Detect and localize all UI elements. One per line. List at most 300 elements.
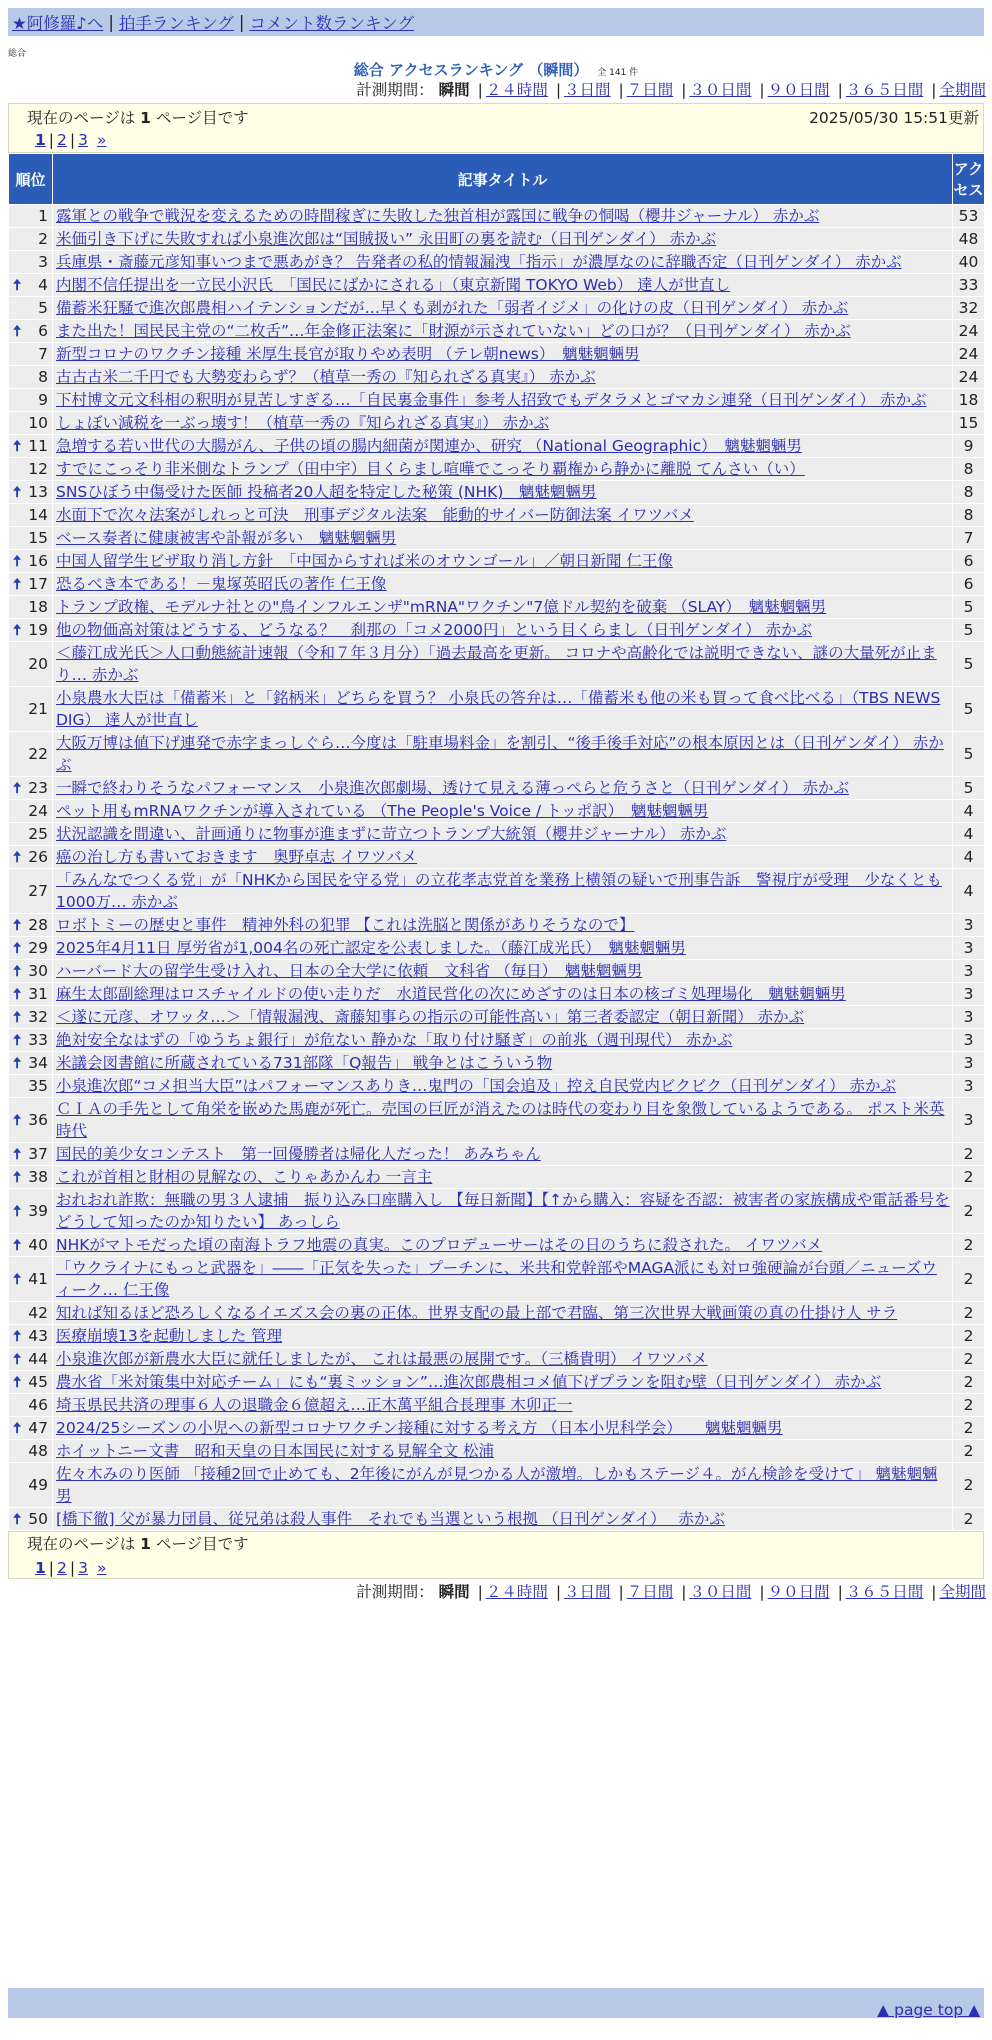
- period-link-30d[interactable]: ３０日間: [689, 1583, 752, 1601]
- article-link[interactable]: 2025年4月11日 厚労省が1,004名の死亡認定を公表しました。（藤江成光氏） 魑魅魍魎男: [56, 939, 686, 957]
- article-link[interactable]: これが首相と財相の見解なの、こりゃあかんわ 一言主: [56, 1168, 433, 1186]
- page-title: 総合 アクセスランキング （瞬間）: [353, 61, 589, 79]
- rank-number: 9: [38, 391, 48, 409]
- article-link[interactable]: 中国人留学生ビザ取り消し方針 「中国からすれば米のオウンゴール」／朝日新聞 仁王像: [56, 552, 673, 570]
- table-row: [9, 274, 985, 297]
- article-link[interactable]: しょぼい減税を一ぶっ壊す！（植草一秀の『知られざる真実』） 赤かぶ: [56, 414, 550, 432]
- updated-timestamp: 2025/05/30 15:51更新: [809, 109, 979, 127]
- rank-cell: [9, 800, 53, 823]
- period-selector-bottom: 計測期間： 瞬間 | ２４時間 | ３日間 | ７日間 | ３０日間 | ９０日間 | ３６５日間 | 全期間: [356, 1583, 986, 1601]
- access-count: 4: [953, 846, 985, 869]
- table-row: [9, 1371, 985, 1394]
- table-row: [9, 1143, 985, 1166]
- article-link[interactable]: 内閣不信任提出を一立民小沢氏 「国民にばかにされる」（東京新聞 TOKYO Web） 達人が世直し: [56, 276, 731, 294]
- table-row: [9, 343, 985, 366]
- page-link-1[interactable]: 1: [35, 1559, 46, 1577]
- table-row: [9, 1029, 985, 1052]
- title-cell: [53, 1325, 953, 1348]
- access-count: 2: [953, 1302, 985, 1325]
- rank-number: 50: [28, 1510, 48, 1528]
- access-count: 24: [953, 320, 985, 343]
- rank-up-arrow-icon: 🠅: [13, 848, 22, 866]
- rank-up-arrow-icon: 🠅: [13, 1031, 22, 1049]
- table-row: [9, 389, 985, 412]
- rank-cell: [9, 732, 53, 777]
- rank-cell: [9, 527, 53, 550]
- table-row: [9, 1257, 985, 1302]
- table-row: [9, 1463, 985, 1508]
- title-cell: [53, 320, 953, 343]
- rank-number: 24: [28, 802, 48, 820]
- article-link[interactable]: 兵庫県・斎藤元彦知事いつまで悪あがき？ 告発者の私的情報漏洩「指示」が濃厚なのに辞職否定（日刊ゲンダイ） 赤かぶ: [56, 253, 902, 271]
- table-row: [9, 481, 985, 504]
- table-row: [9, 550, 985, 573]
- rank-number: 21: [28, 700, 48, 718]
- ranking-body: [9, 205, 985, 1531]
- article-link[interactable]: 知れば知るほど恐ろしくなるイエズス会の裏の正体。世界支配の最上部で君臨、第三次世界大戦画策の真の仕掛け人 サラ: [56, 1304, 898, 1322]
- title-cell: [53, 1508, 953, 1531]
- rank-cell: [9, 504, 53, 527]
- table-row: [9, 687, 985, 732]
- rank-cell: [9, 1166, 53, 1189]
- table-row: [9, 1052, 985, 1075]
- top-nav-bar: [8, 8, 984, 36]
- article-link[interactable]: ＜藤江成光氏＞人口動態統計速報（令和７年３月分）「過去最高を更新。 コロナや高齢化では説明できない、謎の大量死が止まり… 赤かぶ: [56, 644, 937, 684]
- access-count: 4: [953, 869, 985, 914]
- next-page-link[interactable]: »: [96, 131, 107, 149]
- access-count: 2: [953, 1325, 985, 1348]
- article-link[interactable]: 小泉農水大臣は「備蓄米」と「銘柄米」どちらを買う？ 小泉氏の答弁は…「備蓄米も他の米も買って食べ比べる」（TBS NEWS DIG） 達人が世直し: [56, 689, 941, 729]
- article-link[interactable]: 小泉進次郎“コメ担当大臣”はパフォーマンスありき…鬼門の「国会追及」控え自民党内ビクビク（日刊ゲンダイ） 赤かぶ: [56, 1077, 897, 1095]
- title-cell: [53, 481, 953, 504]
- access-count: 5: [953, 619, 985, 642]
- period-link-24h[interactable]: ２４時間: [485, 1583, 548, 1601]
- article-link[interactable]: ペット用もmRNAワクチンが導入されている （The People's Voice / トッポ訳） 魑魅魍魎男: [56, 802, 709, 820]
- title-cell: [53, 823, 953, 846]
- rank-up-arrow-icon: 🠅: [13, 483, 22, 501]
- rank-up-arrow-icon: 🠅: [13, 322, 22, 340]
- rank-number: 49: [28, 1476, 48, 1494]
- period-link-3d[interactable]: ３日間: [564, 81, 611, 99]
- title-cell: [53, 1234, 953, 1257]
- rank-cell: [9, 274, 53, 297]
- title-cell: [53, 846, 953, 869]
- table-row: [9, 823, 985, 846]
- article-link[interactable]: 2024/25シーズンの小児への新型コロナワクチン接種に対する考え方 （日本小児科学会） 魑魅魍魎男: [56, 1419, 783, 1437]
- rank-cell: [9, 1006, 53, 1029]
- article-link[interactable]: すでにこっそり非米側なトランプ（田中宇）目くらまし喧嘩でこっそり覇権から静かに離脱 てんさい（い）: [56, 460, 805, 478]
- rank-up-arrow-icon: 🠅: [13, 1145, 22, 1163]
- table-row: [9, 1508, 985, 1531]
- rank-number: 10: [28, 414, 48, 432]
- clap-ranking-link[interactable]: 拍手ランキング: [118, 14, 234, 33]
- rank-up-arrow-icon: 🠅: [13, 1419, 22, 1437]
- rank-up-arrow-icon: 🠅: [13, 779, 22, 797]
- rank-cell: [9, 846, 53, 869]
- rank-up-arrow-icon: 🠅: [13, 916, 22, 934]
- table-row: [9, 1417, 985, 1440]
- rank-up-arrow-icon: 🠅: [13, 1054, 22, 1072]
- rank-up-arrow-icon: 🠅: [13, 1350, 22, 1368]
- nav-separator: |: [108, 12, 114, 32]
- article-link[interactable]: 新型コロナのワクチン接種 米厚生長官が取りやめ表明 （テレ朝news） 魑魅魍魎男: [56, 345, 640, 363]
- rank-number: 7: [38, 345, 48, 363]
- rank-number: 25: [28, 825, 48, 843]
- rank-cell: [9, 1143, 53, 1166]
- access-count: 53: [953, 205, 985, 228]
- rank-number: 46: [28, 1396, 48, 1414]
- rank-number: 11: [28, 437, 48, 455]
- rank-number: 4: [38, 276, 48, 294]
- title-cell: [53, 228, 953, 251]
- table-row: [9, 800, 985, 823]
- title-cell: [53, 1463, 953, 1508]
- access-count: 15: [953, 412, 985, 435]
- title-cell: [53, 1302, 953, 1325]
- rank-up-arrow-icon: 🠅: [13, 276, 22, 294]
- article-link[interactable]: 佐々木みのり医師 「接種2回で止めても、2年後にがんが見つかる人が激増。しかもステージ４。がん検診を受けて」 魑魅魍魎男: [56, 1465, 938, 1505]
- article-link[interactable]: 絶対安全なはずの「ゆうちょ銀行」が危ない 静かな「取り付け騒ぎ」の前兆（週刊現代） 赤かぶ: [56, 1031, 733, 1049]
- table-row: [9, 846, 985, 869]
- comment-ranking-link[interactable]: コメント数ランキング: [249, 14, 414, 33]
- rank-number: 5: [38, 299, 48, 317]
- rank-cell: [9, 1302, 53, 1325]
- rank-up-arrow-icon: 🠅: [13, 1202, 22, 1220]
- period-link-all[interactable]: 全期間: [939, 1583, 986, 1601]
- rank-cell: [9, 1189, 53, 1234]
- table-row: [9, 1440, 985, 1463]
- access-count: 5: [953, 732, 985, 777]
- rank-number: 31: [28, 985, 48, 1003]
- period-current: 瞬間: [438, 81, 470, 99]
- rank-cell: [9, 619, 53, 642]
- rank-up-arrow-icon: 🠅: [13, 962, 22, 980]
- table-row: [9, 869, 985, 914]
- title-cell: [53, 1371, 953, 1394]
- access-count: 3: [953, 1029, 985, 1052]
- rank-up-arrow-icon: 🠅: [13, 1373, 22, 1391]
- rank-cell: [9, 596, 53, 619]
- access-count: 2: [953, 1508, 985, 1531]
- access-count: 2: [953, 1440, 985, 1463]
- article-link[interactable]: 麻生太郎副総理はロスチャイルドの使い走りだ 水道民営化の次にめざすのは日本の核ゴミ処理場化 魑魅魍魎男: [56, 985, 846, 1003]
- article-link[interactable]: 国民的美少女コンテスト 第一回優勝者は帰化人だった！ あみちゃん: [56, 1145, 541, 1163]
- rank-cell: [9, 1029, 53, 1052]
- page-link-3[interactable]: 3: [78, 1559, 89, 1577]
- article-link[interactable]: 「みんなでつくる党」が「NHKから国民を守る党」の立花孝志党首を業務上横領の疑いで刑事告訴 警視庁が受理 少なくとも1000万… 赤かぶ: [56, 871, 942, 911]
- article-link[interactable]: 癌の治し方も書いておきます 奥野卓志 イワツバメ: [56, 848, 418, 866]
- article-link[interactable]: 農水省「米対策集中対応チーム」にも“裏ミッション”…進次郎農相コメ値下げプランを阻む壁（日刊ゲンダイ） 赤かぶ: [56, 1373, 882, 1391]
- rank-cell: [9, 343, 53, 366]
- title-cell: [53, 1052, 953, 1075]
- rank-number: 44: [28, 1350, 48, 1368]
- period-link-24h[interactable]: ２４時間: [485, 81, 548, 99]
- pager-bottom: 現在のページは 1 ページ目です 1 | 2 | 3 »: [8, 1531, 984, 1579]
- article-link[interactable]: 露軍との戦争で戦況を変えるための時間稼ぎに失敗した独首相が露国に戦争の恫喝（櫻井ジャーナル） 赤かぶ: [56, 207, 820, 225]
- table-row: [9, 458, 985, 481]
- article-link[interactable]: ＣＩＡの手先として角栄を嵌めた馬鹿が死亡。売国の巨匠が消えたのは時代の変わり目を象徴しているようである。 ポスト米英時代: [56, 1100, 945, 1140]
- rank-cell: [9, 1394, 53, 1417]
- title-cell: [53, 389, 953, 412]
- title-cell: [53, 687, 953, 732]
- access-count: 48: [953, 228, 985, 251]
- title-cell: [53, 550, 953, 573]
- rank-cell: [9, 1508, 53, 1531]
- article-link[interactable]: [橋下徹] 父が暴力団員、従兄弟は殺人事件 それでも当選という根拠 （日刊ゲンダイ） 赤かぶ: [56, 1510, 725, 1528]
- rank-number: 17: [28, 575, 48, 593]
- rank-number: 32: [28, 1008, 48, 1026]
- title-cell: [53, 1394, 953, 1417]
- article-link[interactable]: 古古古米二千円でも大勢変わらず？（植草一秀の『知られざる真実』） 赤かぶ: [56, 368, 596, 386]
- article-link[interactable]: 一瞬で終わりそうなパフォーマンス 小泉進次郎劇場、透けて見える薄っぺらと危うさと（日刊ゲンダイ） 赤かぶ: [56, 779, 849, 797]
- title-cell: [53, 366, 953, 389]
- period-link-3d[interactable]: ３日間: [564, 1583, 611, 1601]
- rank-number: 23: [28, 779, 48, 797]
- rank-up-arrow-icon: 🠅: [13, 437, 22, 455]
- rank-up-arrow-icon: 🠅: [13, 1111, 22, 1129]
- rank-number: 43: [28, 1327, 48, 1345]
- next-page-link[interactable]: »: [96, 1559, 107, 1577]
- access-count: 2: [953, 1371, 985, 1394]
- table-row: [9, 642, 985, 687]
- table-row: [9, 732, 985, 777]
- article-link[interactable]: ＜遂に元彦、オワッタ…＞「情報漏洩、斎藤知事らの指示の可能性高い」第三者委認定（朝日新聞） 赤かぶ: [56, 1008, 805, 1026]
- article-link[interactable]: おれおれ詐欺：無職の男３人逮捕 振り込み口座購入し 【毎日新聞】【↑から購入：容疑を否認：被害者の家族構成や電話番号をどうして知ったのか知りたい】 あっしら: [56, 1191, 950, 1231]
- period-label: 計測期間：: [356, 1583, 434, 1601]
- rank-number: 29: [28, 939, 48, 957]
- title-cell: [53, 960, 953, 983]
- access-count: 3: [953, 1052, 985, 1075]
- table-row: [9, 1189, 985, 1234]
- article-link[interactable]: SNSひぼう中傷受けた医師 投稿者20人超を特定した秘策 (NHK) 魑魅魍魎男: [56, 483, 597, 501]
- page-link-1[interactable]: 1: [35, 131, 46, 149]
- current-page-text: 現在のページは 1 ページ目です: [27, 1535, 249, 1553]
- table-row: [9, 983, 985, 1006]
- title-cell: [53, 1143, 953, 1166]
- article-link[interactable]: ホイットニー文書 昭和天皇の日本国民に対する見解全文 松浦: [56, 1442, 494, 1460]
- rank-cell: [9, 983, 53, 1006]
- page-top-link[interactable]: ▲ page top ▲: [877, 2001, 980, 2019]
- rank-cell: [9, 823, 53, 846]
- access-count: 4: [953, 800, 985, 823]
- period-link-365d[interactable]: ３６５日間: [845, 1583, 924, 1601]
- title-cell: [53, 800, 953, 823]
- period-link-7d[interactable]: ７日間: [626, 81, 674, 99]
- table-row: [9, 412, 985, 435]
- article-link[interactable]: 米議会図書館に所蔵されている731部隊「Q報告」 戦争とはこういう物: [56, 1054, 553, 1072]
- article-link[interactable]: 医療崩壊13を起動しました 管理: [56, 1327, 283, 1345]
- rank-number: 15: [28, 529, 48, 547]
- rank-number: 27: [28, 882, 48, 900]
- access-count: 5: [953, 687, 985, 732]
- home-link[interactable]: ★阿修羅♪へ: [12, 14, 104, 33]
- period-link-7d[interactable]: ７日間: [626, 1583, 674, 1601]
- title-cell: [53, 777, 953, 800]
- title-cell: [53, 458, 953, 481]
- rank-cell: [9, 228, 53, 251]
- rank-cell: [9, 1098, 53, 1143]
- rank-cell: [9, 435, 53, 458]
- article-link[interactable]: NHKがマトモだった頃の南海トラフ地震の真実。このプロデューサーはその日のうちに殺された。 イワツバメ: [56, 1236, 823, 1254]
- table-row: [9, 297, 985, 320]
- article-link[interactable]: 恐るべき本である！－鬼塚英昭氏の著作 仁王像: [56, 575, 387, 593]
- title-cell: [53, 343, 953, 366]
- rank-up-arrow-icon: 🠅: [13, 1236, 22, 1254]
- article-link[interactable]: 下村博文元文科相の釈明が見苦しすぎる…「自民裏金事件」参考人招致でもデタラメとゴマカシ連発（日刊ゲンダイ） 赤かぶ: [56, 391, 927, 409]
- rank-cell: [9, 642, 53, 687]
- title-cell: [53, 435, 953, 458]
- article-link[interactable]: 埼玉県民共済の理事６人の退職金６億超え…正木萬平組合長理事 木卯正一: [56, 1396, 573, 1414]
- access-count: 24: [953, 343, 985, 366]
- ranking-table: [8, 153, 985, 1531]
- rank-cell: [9, 251, 53, 274]
- section-label: 総合: [8, 49, 27, 59]
- rank-number: 39: [28, 1202, 48, 1220]
- title-cell: [53, 573, 953, 596]
- period-link-90d[interactable]: ９０日間: [767, 1583, 830, 1601]
- table-row: [9, 619, 985, 642]
- article-link[interactable]: 米価引き下げに失敗すれば小泉進次郎は“国賊扱い” 永田町の裏を読む（日刊ゲンダイ） 赤かぶ: [56, 230, 717, 248]
- table-row: [9, 1234, 985, 1257]
- rank-cell: [9, 1348, 53, 1371]
- article-link[interactable]: 大阪万博は値下げ連発で赤字まっしぐら…今度は「駐車場料金」を割引、“後手後手対応”の根本原因とは（日刊ゲンダイ） 赤かぶ: [56, 734, 944, 774]
- article-link[interactable]: 「ウクライナにもっと武器を」――「正気を失った」プーチンに、米共和党幹部やMAGA派にも対ロ強硬論が台頭／ニューズウィーク… 仁王像: [56, 1259, 937, 1299]
- rank-cell: [9, 1463, 53, 1508]
- article-link[interactable]: ロボトミーの歴史と事件 精神外科の犯罪 【これは洗脳と関係がありそうなので】: [56, 916, 635, 934]
- rank-cell: [9, 914, 53, 937]
- page-link-2[interactable]: 2: [57, 1559, 67, 1577]
- table-row: [9, 573, 985, 596]
- title-cell: [53, 1075, 953, 1098]
- rank-cell: [9, 366, 53, 389]
- title-cell: [53, 1029, 953, 1052]
- title-cell: [53, 527, 953, 550]
- access-count: 33: [953, 274, 985, 297]
- table-row: [9, 228, 985, 251]
- table-row: [9, 1394, 985, 1417]
- rank-number: 41: [28, 1270, 48, 1288]
- rank-cell: [9, 1325, 53, 1348]
- rank-number: 40: [28, 1236, 48, 1254]
- rank-cell: [9, 1257, 53, 1302]
- rank-number: 28: [28, 916, 48, 934]
- article-link[interactable]: 状況認識を間違い、計画通りに物事が進まずに苛立つトランプ大統領（櫻井ジャーナル） 赤かぶ: [56, 825, 727, 843]
- article-link[interactable]: また出た！国民民主党の“二枚舌”…年金修正法案に「財源が示されていない」どの口が？（日刊ゲンダイ） 赤かぶ: [56, 322, 851, 340]
- period-link-30d[interactable]: ３０日間: [689, 81, 752, 99]
- rank-up-arrow-icon: 🠅: [13, 621, 22, 639]
- access-count: 3: [953, 960, 985, 983]
- access-count: 8: [953, 504, 985, 527]
- rank-cell: [9, 320, 53, 343]
- rank-cell: [9, 389, 53, 412]
- pager-top: 現在のページは 1 ページ目です 2025/05/30 15:51更新 1 | 2 | 3 »: [8, 103, 984, 153]
- rank-cell: [9, 412, 53, 435]
- table-row: [9, 320, 985, 343]
- title-cell: [53, 732, 953, 777]
- access-count: 3: [953, 937, 985, 960]
- title-cell: [53, 1257, 953, 1302]
- access-count: 6: [953, 550, 985, 573]
- title-cell: [53, 983, 953, 1006]
- title-cell: [53, 914, 953, 937]
- title-cell: [53, 869, 953, 914]
- rank-cell: [9, 550, 53, 573]
- article-link[interactable]: ベース奏者に健康被害や訃報が多い 魑魅魍魎男: [56, 529, 397, 547]
- rank-cell: [9, 777, 53, 800]
- rank-number: 3: [38, 253, 48, 271]
- article-link[interactable]: 備蓄米狂騒で進次郎農相ハイテンションだが…早くも剥がれた「弱者イジメ」の化けの皮（日刊ゲンダイ） 赤かぶ: [56, 299, 849, 317]
- period-link-all[interactable]: 全期間: [939, 81, 986, 99]
- page-link-3[interactable]: 3: [78, 131, 89, 149]
- access-count: 2: [953, 1234, 985, 1257]
- rank-header: 順位: [9, 154, 53, 205]
- title-cell: [53, 1417, 953, 1440]
- article-link[interactable]: 小泉進次郎が新農水大臣に就任しましたが、 これは最悪の展開です。（三橋貴明） イワツバメ: [56, 1350, 708, 1368]
- table-row: [9, 960, 985, 983]
- access-count: 7: [953, 527, 985, 550]
- rank-cell: [9, 869, 53, 914]
- article-link[interactable]: 他の物価高対策はどうする、どうなる？ 刹那の「コメ2000円」という目くらまし（日刊ゲンダイ） 赤かぶ: [56, 621, 813, 639]
- nav-separator: |: [238, 12, 245, 32]
- rank-up-arrow-icon: 🠅: [13, 1510, 22, 1528]
- title-cell: [53, 642, 953, 687]
- article-link[interactable]: ハーバード大の留学生受け入れ、日本の全大学に依頼 文科省 （毎日） 魑魅魍魎男: [56, 962, 643, 980]
- access-count: 2: [953, 1394, 985, 1417]
- access-count: 4: [953, 823, 985, 846]
- article-link[interactable]: 水面下で次々法案がしれっと可決 刑事デジタル法案 能動的サイバー防御法案 イワツバメ: [56, 506, 694, 524]
- access-count: 24: [953, 366, 985, 389]
- table-row: [9, 527, 985, 550]
- rank-number: 30: [28, 962, 48, 980]
- rank-cell: [9, 1234, 53, 1257]
- period-link-90d[interactable]: ９０日間: [767, 81, 830, 99]
- access-count: 3: [953, 1098, 985, 1143]
- article-link[interactable]: トランプ政権、モデルナ社との"鳥インフルエンザ"mRNA"ワクチン"7億ドル契約を破棄 （SLAY） 魑魅魍魎男: [56, 598, 827, 616]
- page-link-2[interactable]: 2: [57, 131, 67, 149]
- table-row: [9, 1098, 985, 1143]
- access-count: 5: [953, 777, 985, 800]
- rank-number: 26: [28, 848, 48, 866]
- access-header: アクセス: [953, 154, 985, 205]
- table-row: [9, 435, 985, 458]
- table-row: [9, 937, 985, 960]
- period-selector-top: 計測期間： 瞬間 | ２４時間 | ３日間 | ７日間 | ３０日間 | ９０日間 | ３６５日間 | 全期間: [356, 81, 986, 99]
- title-cell: [53, 1348, 953, 1371]
- rank-number: 2: [38, 230, 48, 248]
- table-row: [9, 596, 985, 619]
- title-cell: [53, 251, 953, 274]
- table-row: [9, 914, 985, 937]
- rank-number: 36: [28, 1111, 48, 1129]
- access-count: 9: [953, 435, 985, 458]
- rank-up-arrow-icon: 🠅: [13, 552, 22, 570]
- access-count: 2: [953, 1257, 985, 1302]
- article-link[interactable]: 急増する若い世代の大腸がん、子供の頃の腸内細菌が関連か、研究 （National Geographic） 魑魅魍魎男: [56, 437, 802, 455]
- rank-cell: [9, 297, 53, 320]
- total-count: 全 141 件: [597, 68, 639, 78]
- rank-number: 37: [28, 1145, 48, 1163]
- rank-number: 34: [28, 1054, 48, 1072]
- table-row: [9, 1006, 985, 1029]
- rank-up-arrow-icon: 🠅: [13, 1327, 22, 1345]
- period-link-365d[interactable]: ３６５日間: [845, 81, 924, 99]
- table-row: [9, 1166, 985, 1189]
- rank-cell: [9, 687, 53, 732]
- access-count: 18: [953, 389, 985, 412]
- rank-number: 14: [28, 506, 48, 524]
- rank-number: 33: [28, 1031, 48, 1049]
- rank-cell: [9, 205, 53, 228]
